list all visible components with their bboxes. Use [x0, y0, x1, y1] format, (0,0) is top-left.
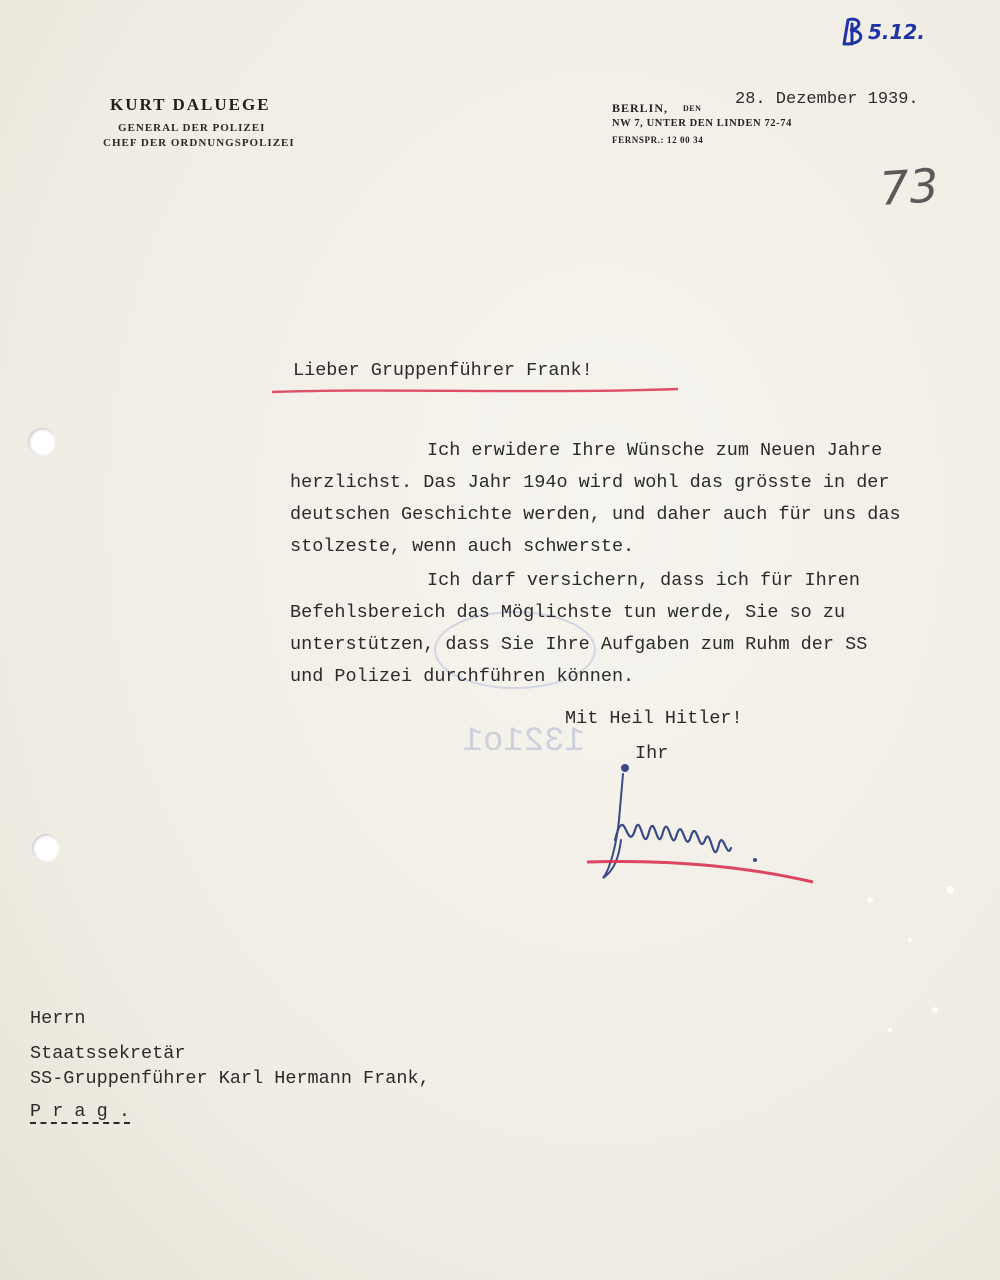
folio-number: 73: [878, 158, 941, 216]
svg-text:1321o1: 1321o1: [462, 723, 585, 761]
addressee-salutation: Herrn: [30, 1008, 86, 1029]
salutation: Lieber Gruppenführer Frank!: [293, 360, 593, 381]
addressee-name: SS-Gruppenführer Karl Hermann Frank,: [30, 1068, 430, 1089]
blue-pencil-note: 5.12.: [868, 20, 925, 44]
p1-line-4: stolzeste, wenn auch schwerste.: [290, 536, 635, 557]
p2-line-3: unterstützen, dass Sie Ihre Aufgaben zum Ruhm der SS: [290, 634, 868, 655]
letterhead-den: DEN: [683, 104, 702, 113]
p1-line-3: deutschen Geschichte werden, und daher auch für uns das: [290, 504, 901, 525]
addressee-block: [30, 1008, 430, 1124]
p1-line-1: Ich erwidere Ihre Wünsche zum Neuen Jahre: [427, 440, 883, 461]
letterhead-phone: FERNSPR.: 12 00 34: [612, 135, 704, 145]
p1-line-2: herzlichst. Das Jahr 194o wird wohl das grösste in der: [290, 472, 890, 493]
punch-hole-lower: [32, 834, 60, 862]
closing-ihr: Ihr: [635, 743, 669, 764]
addressee-title: Staatssekretär: [30, 1043, 186, 1064]
signature: [585, 760, 825, 890]
p2-line-1: Ich darf versichern, dass ich für Ihren: [427, 570, 860, 591]
p2-line-4: und Polizei durchführen können.: [290, 666, 635, 687]
letter-date: 28. Dezember 1939.: [735, 90, 919, 109]
letterhead-name: KURT DALUEGE: [110, 95, 271, 114]
letterhead-title-2: CHEF DER ORDNUNGSPOLIZEI: [103, 137, 295, 149]
letterhead-title-1: GENERAL DER POLIZEI: [118, 122, 266, 134]
punch-hole-upper: [28, 428, 56, 456]
closing-greeting: Mit Heil Hitler!: [565, 708, 743, 729]
paper-speckles: [840, 860, 980, 1060]
addressee-city: P r a g .: [30, 1101, 130, 1122]
red-underline-salutation: [270, 384, 690, 398]
p2-line-2: Befehlsbereich das Möglichste tun werde, Sie so zu: [290, 602, 846, 623]
letterhead-address: NW 7, UNTER DEN LINDEN 72-74: [612, 118, 792, 129]
letterhead-city: BERLIN,: [612, 101, 669, 115]
